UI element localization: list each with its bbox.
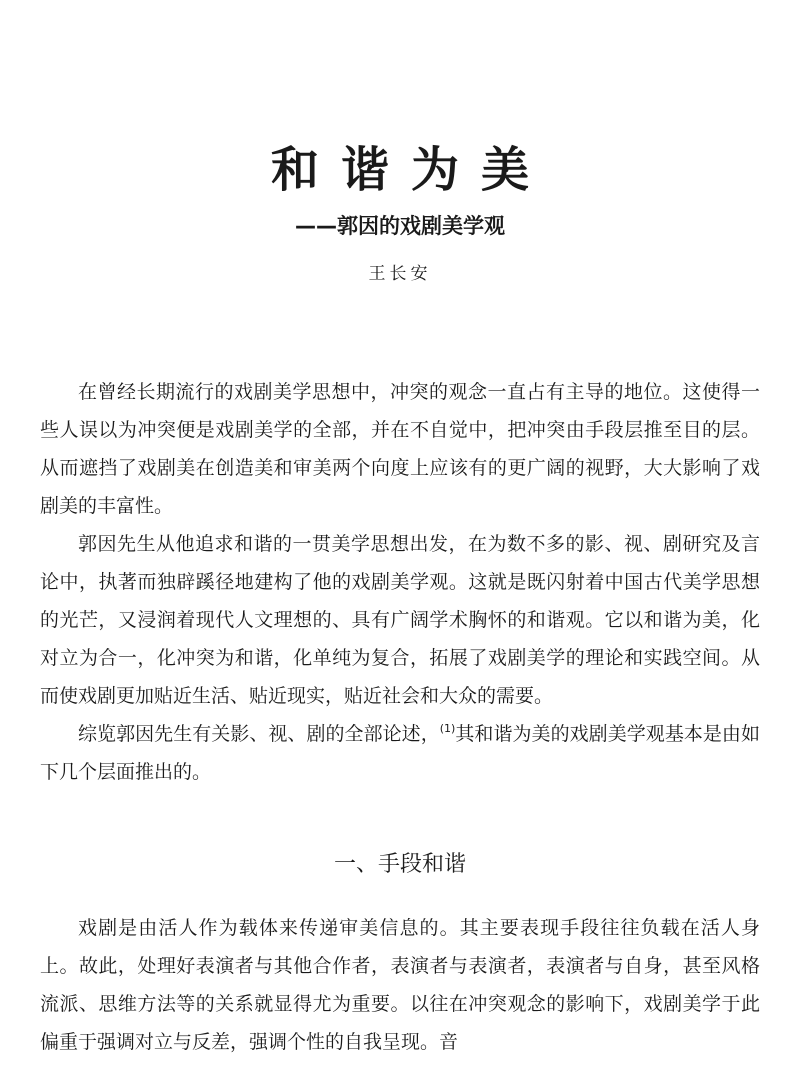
- article-title: 和谐为美: [270, 142, 551, 198]
- paragraph-3-text-before-note: 综览郭因先生有关影、视、剧的全部论述，: [78, 723, 440, 745]
- paragraph-1: 在曾经长期流行的戏剧美学思想中，冲突的观念一直占有主导的地位。这使得一些人误以为冲突便是戏剧美学的全部，并在不自觉中，把冲突由手段层推至目的层。从而遮挡了戏剧美在创造美和审美两个向度上应该有的更广阔的视野，大大影响了戏剧美的丰富性。: [40, 381, 760, 517]
- article-author: 王长安: [368, 264, 432, 284]
- section-text: [40, 909, 760, 1061]
- footnote-marker[interactable]: (1): [439, 722, 456, 735]
- paragraph-2: 郭因先生从他追求和谐的一贯美学思想出发，在为数不多的影、视、剧研究及言论中，执著而独辟蹊径地建构了他的戏剧美学观。这就是既闪射着中国古代美学思想的光芒，又浸润着现代人文理想的、具有广阔学术胸怀的和谐观。它以和谐为美，化对立为合一，化冲突为和谐，化单纯为复合，拓展了戏剧美学的理论和实践空间。从而使戏剧更加贴近生活、贴近现实，贴近社会和大众的需要。: [40, 533, 760, 707]
- paragraph-3: [40, 715, 760, 791]
- section-heading: 一、手段和谐: [333, 852, 466, 877]
- paragraph-3-text-after-note: 其和谐为美的戏剧美学观基本是由如下几个层面推出的。: [40, 723, 760, 783]
- intro-text: [40, 373, 760, 791]
- article-subtitle: ——郭因的戏剧美学观: [295, 214, 505, 238]
- section-paragraph: 戏剧是由活人作为载体来传递审美信息的。其主要表现手段往往负载在活人身上。故此，处理好表演者与其他合作者，表演者与表演者，表演者与自身，甚至风格流派、思维方法等的关系就显得尤为重要。以往在冲突观念的影响下，戏剧美学于此偏重于强调对立与反差，强调个性的自我呈现。音: [40, 917, 760, 1053]
